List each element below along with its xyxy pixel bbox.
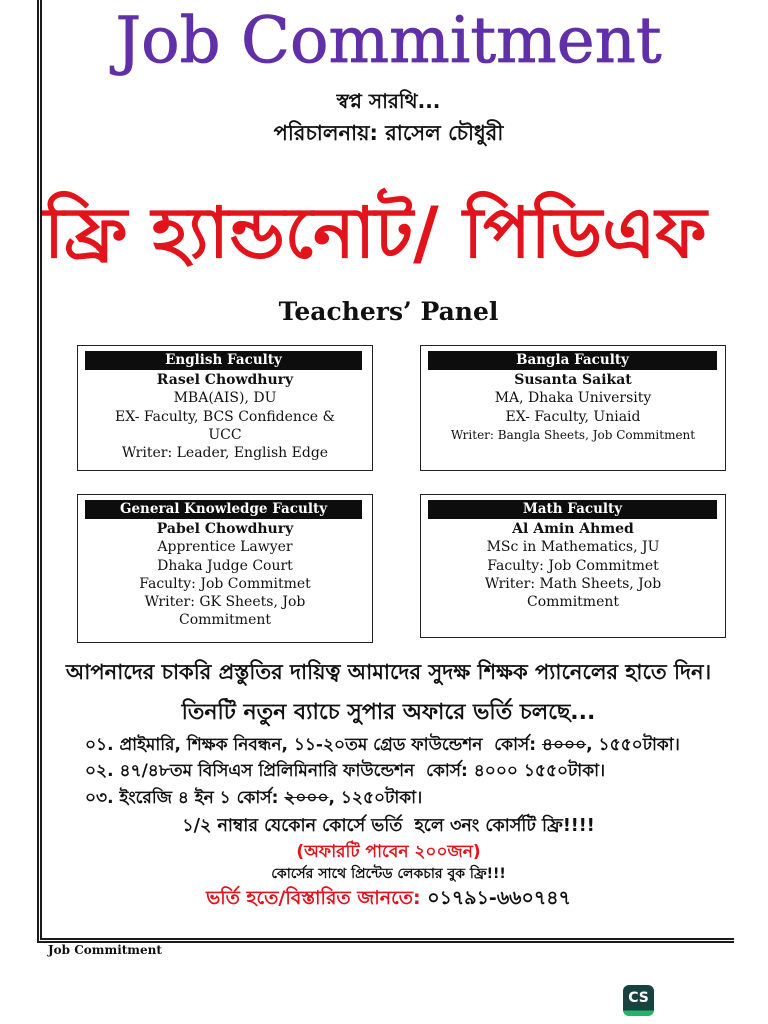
faculty-name: Susanta Saikat [514, 372, 632, 388]
offer-limit: (অফারটি পাবেন ২০০জন) [296, 842, 481, 862]
course-text: ০২. ৪৭/৪৮তম বিসিএস প্রিলিমিনারি ফাউন্ডেশন কোর্স: [85, 761, 474, 781]
headline-text: ফ্রি হ্যান্ডনোট/ পিডিএফ [44, 192, 707, 274]
faculty-detail: Faculty: Job Commitmet [487, 557, 659, 574]
faculty-details [78, 371, 372, 462]
faculty-name: Pabel Chowdhury [156, 521, 294, 537]
faculty-card-bangla [420, 345, 726, 471]
faculty-details [421, 371, 725, 444]
batches-intro: তিনটি নতুন ব্যাচে সুপার অফারে ভর্তি চলছে... [181, 700, 596, 725]
faculty-detail: Dhaka Judge Court [157, 557, 293, 574]
faculty-name: Al Amin Ahmed [512, 521, 634, 537]
faculty-heading: English Faculty [85, 351, 362, 370]
faculty-detail: Faculty: Job Commitmet [139, 575, 311, 592]
course-fee: , ১২৫০টাকা। [328, 788, 423, 808]
camscanner-logo-icon: CS [623, 985, 654, 1016]
faculty-detail: Commitment [179, 612, 271, 629]
faculty-card-english [77, 345, 373, 471]
faculty-heading: Math Faculty [428, 500, 717, 519]
faculty-detail: MBA(AIS), DU [173, 390, 277, 407]
book-offer: কোর্সের সাথে প্রিন্টেড লেকচার বুক ফ্রি!!! [271, 866, 506, 882]
faculty-detail: EX- Faculty, BCS Confidence & [115, 408, 335, 425]
course-fee: , ১৫৫০টাকা। [586, 735, 680, 755]
faculty-detail: EX- Faculty, Uniaid [505, 408, 641, 425]
faculty-heading: General Knowledge Faculty [85, 500, 362, 519]
faculty-detail: MSc in Mathematics, JU [486, 539, 660, 556]
faculty-detail: UCC [208, 426, 242, 443]
contact-phone: ০১৭৯১-৬৬০৭৪৭ [427, 887, 571, 909]
faculty-card-math [420, 494, 726, 638]
course-item [85, 786, 733, 810]
contact-label: ভর্তি হতে/বিস্তারিত জানতে: [206, 887, 428, 909]
faculty-detail: Commitment [527, 594, 619, 611]
flyer-title: Job Commitment [115, 4, 662, 78]
faculty-detail: Writer: Math Sheets, Job [484, 575, 662, 592]
free-course-offer-text: ১/২ নাম্বার যেকোন কোর্সে ভর্তি হলে ৩নং কোর্সটি ফ্রি!!!! [182, 816, 595, 836]
course-old-fee: ৪০০০ [473, 761, 518, 781]
faculty-detail: Apprentice Lawyer [157, 539, 293, 556]
contact-line [44, 885, 733, 911]
faculty-detail: MA, Dhaka University [494, 390, 652, 407]
tagline: স্বপ্ন সারথি... [336, 89, 441, 113]
footer-label: Job Commitment [48, 943, 162, 957]
appeal-line: আপনাদের চাকরি প্রস্তুতির দায়িত্ব আমাদের সুদক্ষ শিক্ষক প্যানেলের হাতে দিন। [65, 660, 712, 684]
headline-banner [42, 184, 733, 282]
course-old-fee: ৪০০০ [541, 735, 587, 755]
faculty-detail: Writer: Bangla Sheets, Job Commitment [450, 427, 696, 442]
course-item [85, 759, 733, 783]
faculty-card-general-knowledge [77, 494, 373, 643]
course-item [85, 733, 733, 757]
course-text: ০৩. ইংরেজি ৪ ইন ১ কোর্স: [85, 788, 285, 808]
faculty-name: Rasel Chowdhury [156, 372, 294, 388]
faculty-details [78, 520, 372, 630]
free-course-offer [44, 813, 733, 839]
faculty-detail: Writer: GK Sheets, Job [144, 594, 306, 611]
course-text: ০১. প্রাইমারি, শিক্ষক নিবন্ধন, ১১-২০তম গ্রেড ফাউন্ডেশন কোর্স: [85, 735, 542, 755]
director-line: পরিচালনায়: রাসেল চৌধুরী [273, 121, 504, 145]
faculty-heading: Bangla Faculty [428, 351, 717, 370]
teachers-panel-title: Teachers’ Panel [278, 297, 499, 326]
faculty-details [421, 520, 725, 611]
course-old-fee: ২০০০ [284, 788, 329, 808]
faculty-detail: Writer: Leader, English Edge [121, 445, 329, 462]
course-fee: ১৫৫০টাকা। [517, 761, 606, 781]
